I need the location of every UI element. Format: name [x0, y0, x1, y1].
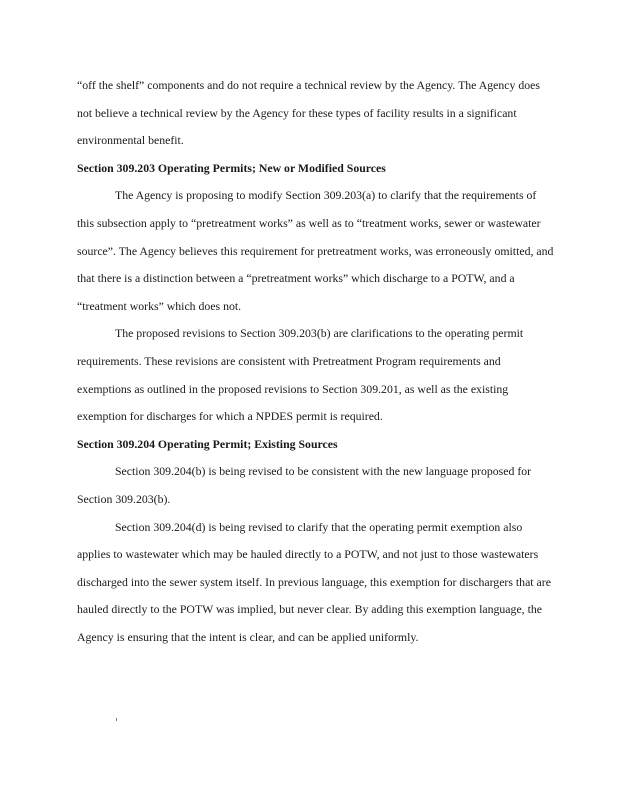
- paragraph-309-204-d: Section 309.204(d) is being revised to clarify that the operating permit exemption also applies to wastewater which may be hauled directly to a POTW, and not just to those wastewaters discharged into the sewer system itself. In previous language, this exemption for dischargers that are hauled directly to the POTW was implied, but never clear. By adding this exemption language, the Agency is ensuring that the intent is clear, and can be applied uniformly.: [77, 519, 551, 644]
- paragraph-309-204-b: Section 309.204(b) is being revised to be consistent with the new language proposed for Section 309.203(b).: [77, 464, 532, 506]
- scan-speck: [116, 718, 117, 721]
- document-page: [77, 72, 555, 651]
- heading-section-309-204: Section 309.204 Operating Permit; Existing Sources: [77, 436, 338, 451]
- paragraph-intro-continued: “off the shelf” components and do not require a technical review by the Agency. The Agency does not believe a technical review by the Agency for these types of facility results in a significant environmental benefit.: [77, 78, 540, 148]
- heading-section-309-203: Section 309.203 Operating Permits; New or Modified Sources: [77, 160, 386, 175]
- paragraph-309-203-b: The proposed revisions to Section 309.203(b) are clarifications to the operating permit requirements. These revisions are consistent with Pretreatment Program requirements and exemptions as outlined in the proposed revisions to Section 309.201, as well as the existing exemption for discharges for which a NPDES permit is required.: [77, 326, 524, 424]
- paragraph-309-203-a: The Agency is proposing to modify Section 309.203(a) to clarify that the requirements of this subsection apply to “pretreatment works” as well as to “treatment works, sewer or wastewater source”. The Agency believes this requirement for pretreatment works, was erroneously omitted, and that there is a distinction between a “pretreatment works” which discharge to a POTW, and a “treatment works” which does not.: [77, 188, 554, 313]
